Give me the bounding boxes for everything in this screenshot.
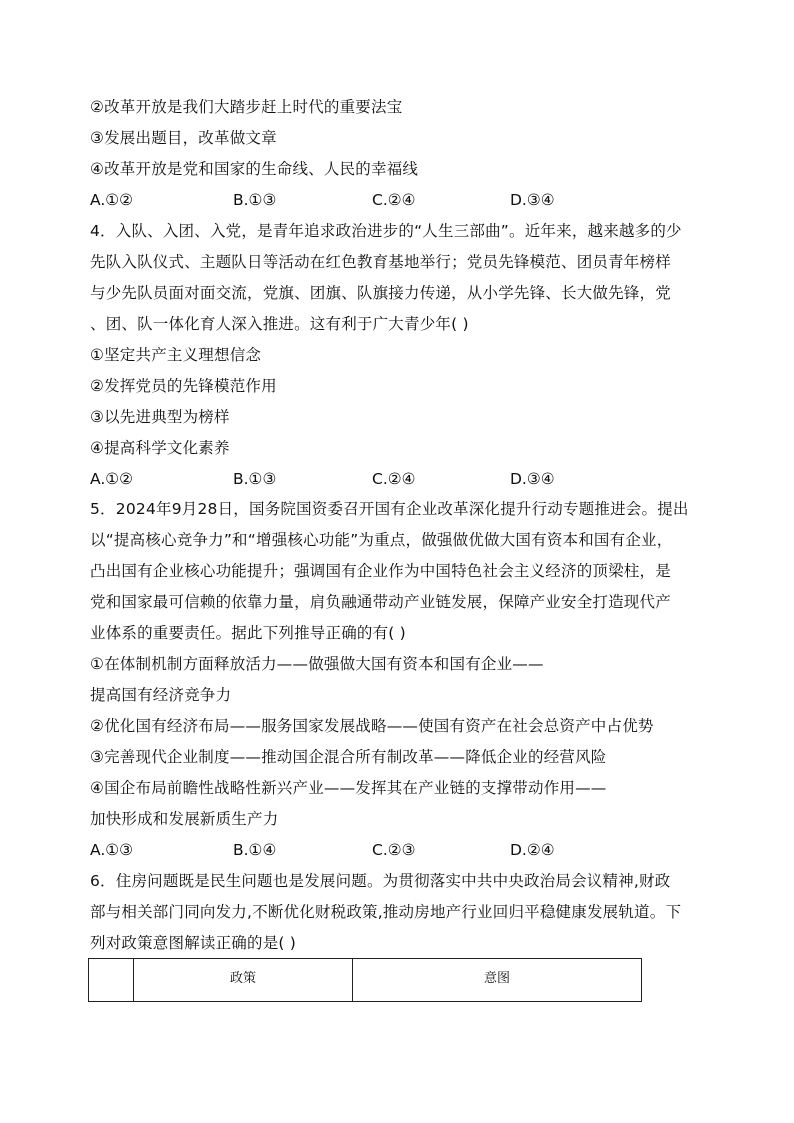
q5-option-4: ④国企布局前瞻性战略性新兴产业——发挥其在产业链的支撑带动作用—— (90, 779, 607, 797)
q3-option-3: ③发展出题目，改革做文章 (90, 129, 277, 147)
q5-choice-d[interactable]: D.②④ (510, 841, 555, 859)
q5-stem-line-5: 业体系的重要责任。据此下列推导正确的有( ) (90, 624, 406, 642)
q6-stem-line-3: 列对政策意图解读正确的是( ) (90, 934, 297, 952)
q4-choice-b[interactable]: B.①③ (233, 470, 277, 488)
table-header-policy: 政策 (134, 959, 353, 1002)
q4-option-1: ①坚定共产主义理想信念 (90, 346, 262, 364)
q3-choice-d[interactable]: D.③④ (510, 191, 555, 209)
q4-choice-a[interactable]: A.①② (90, 470, 134, 488)
table-header-index (89, 959, 134, 1002)
q3-choice-b[interactable]: B.①③ (233, 191, 277, 209)
q5-option-1: ①在体制机制方面释放活力——做强做大国有资本和国有企业—— (90, 655, 544, 673)
q5-stem-line-1: 5．2024年9月28日，国务院国资委召开国有企业改革深化提升行动专题推进会。提出 (90, 500, 689, 518)
q4-option-3: ③以先进典型为榜样 (90, 408, 230, 426)
q4-choice-d[interactable]: D.③④ (510, 470, 555, 488)
q5-stem-line-2: 以“提高核心竞争力”和“增强核心功能”为重点，做强做优做大国有资本和国有企业， (90, 531, 673, 549)
q4-option-4: ④提高科学文化素养 (90, 439, 230, 457)
q4-choice-c[interactable]: C.②④ (372, 470, 416, 488)
q5-option-4-cont: 加快形成和发展新质生产力 (90, 810, 279, 828)
q3-option-2: ②改革开放是我们大踏步赶上时代的重要法宝 (90, 98, 403, 116)
q3-option-4: ④改革开放是党和国家的生命线、人民的幸福线 (90, 160, 419, 178)
q5-option-3: ③完善现代企业制度——推动国企混合所有制改革——降低企业的经营风险 (90, 748, 607, 766)
q6-stem-line-2: 部与相关部门同向发力,不断优化财税政策,推动房地产行业回归平稳健康发展轨道。下 (90, 903, 682, 921)
table-header-row (89, 959, 642, 1002)
q5-option-1-cont: 提高国有经济竞争力 (90, 686, 232, 704)
q6-stem-line-1: 6．住房问题既是民生问题也是发展问题。为贯彻落实中共中央政治局会议精神,财政 (90, 872, 671, 890)
q3-choice-a[interactable]: A.①② (90, 191, 134, 209)
q5-choice-a[interactable]: A.①③ (90, 841, 134, 859)
table-header-intent: 意图 (353, 959, 642, 1002)
q5-stem-line-3: 凸出国有企业核心功能提升；强调国有企业作为中国特色社会主义经济的顶梁柱，是 (90, 562, 671, 580)
q4-stem-line-4: 、团、队一体化育人深入推进。这有利于广大青少年( ) (90, 315, 469, 333)
q4-stem-line-3: 与少先队员面对面交流，党旗、团旗、队旗接力传递，从小学先锋、长大做先锋，党 (90, 284, 671, 302)
q4-option-2: ②发挥党员的先锋模范作用 (90, 377, 277, 395)
q4-stem-line-1: 4．入队、入团、入党，是青年追求政治进步的“人生三部曲”。近年来，越来越多的少 (90, 222, 682, 240)
q4-stem-line-2: 先队入队仪式、主题队日等活动在红色教育基地举行；党员先锋模范、团员青年榜样 (90, 253, 671, 271)
q6-policy-table (88, 958, 642, 1002)
q3-choice-c[interactable]: C.②④ (372, 191, 416, 209)
q5-choice-c[interactable]: C.②③ (372, 841, 416, 859)
q5-stem-line-4: 党和国家最可信赖的依靠力量，肩负融通带动产业链发展，保障产业安全打造现代产 (90, 593, 671, 611)
q5-choice-b[interactable]: B.①④ (233, 841, 277, 859)
q5-option-2: ②优化国有经济布局——服务国家发展战略——使国有资产在社会总资产中占优势 (90, 717, 654, 735)
